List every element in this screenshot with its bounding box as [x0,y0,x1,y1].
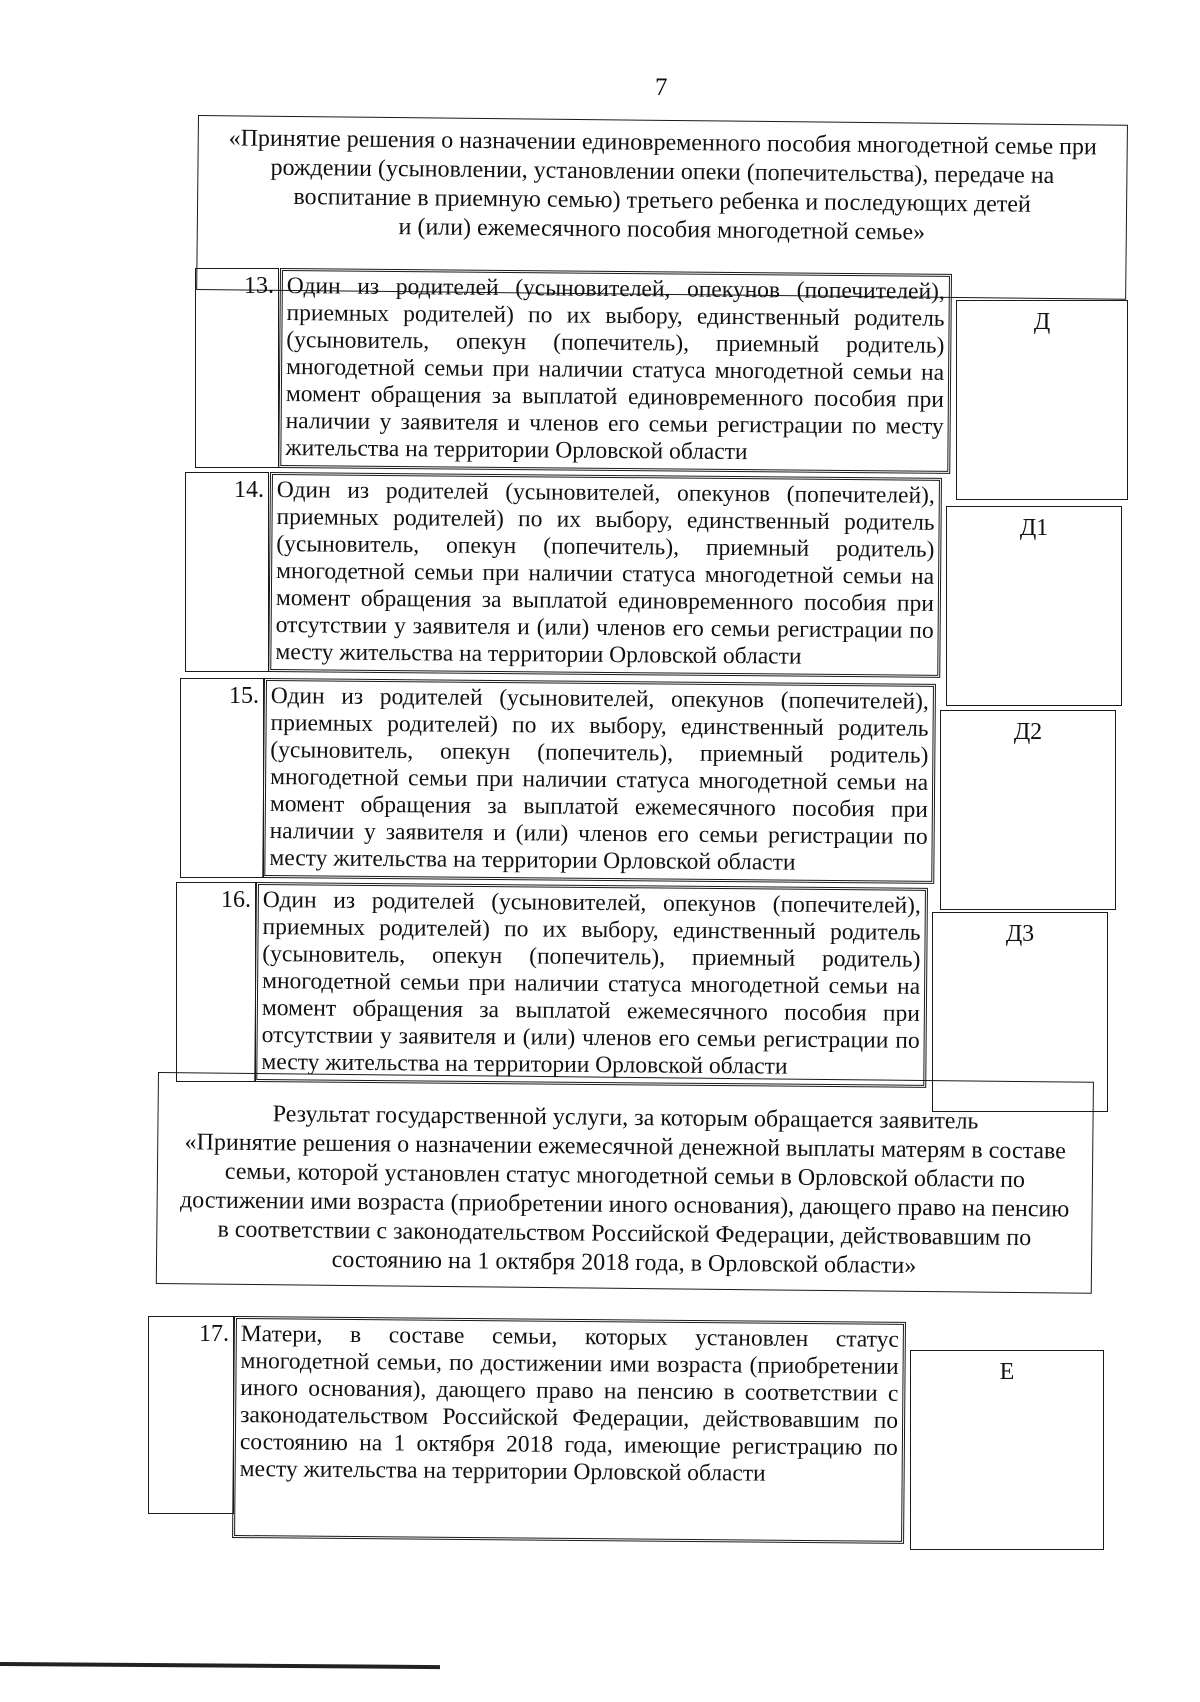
row-number-cell [195,268,279,468]
row-description: Один из родителей (усыновителей, опекунов (попечителей), приемных родителей) по их выбору, единственный родитель (усыновитель, опекун (попечитель), приемный родитель) многодетной семьи при наличии статуса многодетной семьи на момент обращения за выплатой ежемесячного пособия при наличии у заявителя и (или) членов его семьи регистрации по месту жительства на территории Орловской области [269,683,929,876]
row-number: 13. [244,273,274,299]
result-line: Результат государственной услуги, за которым обращается заявитель [272,1101,979,1135]
row-number: 16. [221,887,251,913]
row-number: 17. [199,1321,229,1347]
row-description-cell [268,472,942,678]
row-code: Д2 [1013,719,1043,745]
row-number-cell [176,882,256,1082]
row-number-cell [180,678,264,878]
row-description-cell [262,678,936,884]
row-number-cell [148,1316,234,1514]
row-code-cell [946,506,1122,706]
row-description-cell [232,1316,906,1544]
row-description: Один из родителей (усыновителей, опекунов (попечителей), приемных родителей) по их выбору, единственный родитель (усыновитель, опекун (попечитель), приемный родитель) многодетной семьи при наличии статуса многодетной семьи на момент обращения за выплатой единовременного пособия при наличии у заявителя и членов его семьи регистрации по месту жительства на территории Орловской области [285,273,945,466]
result-line: достижении ими возраста (приобретении иного основания), дающего право на пенсию [179,1187,1070,1223]
row-description: Один из родителей (усыновителей, опекунов (попечителей), приемных родителей) по их выбору, единственный родитель (усыновитель, опекун (попечитель), приемный родитель) многодетной семьи при наличии статуса многодетной семьи на момент обращения за выплатой единовременного пособия при отсутствии у заявителя и (или) членов его семьи регистрации по месту жительства на территории Орловской области [275,477,935,670]
header-line: воспитание в приемную семью) третьего ребенка и последующих детей [293,184,1031,218]
bottom-rule [0,1662,440,1669]
row-code-cell [910,1350,1104,1550]
row-description: Матери, в составе семьи, которых установлен статус многодетной семьи, по достижении ими возраста (приобретении иного основания), дающего право на пенсию в соответствии с законодательством Российской Федерации, действовавшим по состоянию на 1 октября 2018 года, имеющие регистрацию по месту жительства на территории Орловской области [239,1321,899,1487]
row-number-cell [185,472,269,672]
page-number: 7 [655,74,668,101]
result-line: «Принятие решения о назначении ежемесячной денежной выплаты матерям в составе [184,1129,1066,1165]
row-number: 14. [234,477,264,503]
row-description-cell [278,268,952,474]
row-code: Д3 [1005,921,1035,947]
result-title-box [156,1072,1094,1294]
row-code: Д [1033,309,1051,335]
result-line: семьи, которой установлен статус многодетной семьи в Орловской области по [224,1158,1026,1194]
row-code-cell [940,710,1116,910]
row-code: Д1 [1019,515,1049,541]
row-description-cell [254,882,928,1088]
header-line: рождении (усыновлении, установлении опеки (попечительства), передаче на [270,154,1055,189]
row-description: Один из родителей (усыновителей, опекунов (попечителей), приемных родителей) по их выбору, единственный родитель (усыновитель, опекун (попечитель), приемный родитель) многодетной семьи при наличии статуса многодетной семьи на момент обращения за выплатой ежемесячного пособия при отсутствии у заявителя и (или) членов его семьи регистрации по месту жительства на территории Орловской области [261,887,921,1080]
result-line: в соответствии с законодательством Российской Федерации, действовавшим по [217,1216,1032,1252]
header-line: «Принятие решения о назначении единовременного пособия многодетной семье при [228,125,1097,161]
row-code-cell [956,300,1128,500]
row-code: Е [999,1359,1015,1385]
row-number: 15. [229,683,259,709]
result-line: состоянию на 1 октября 2018 года, в Орловской области» [331,1246,917,1279]
header-line: и (или) ежемесячного пособия многодетной семье» [398,214,926,246]
